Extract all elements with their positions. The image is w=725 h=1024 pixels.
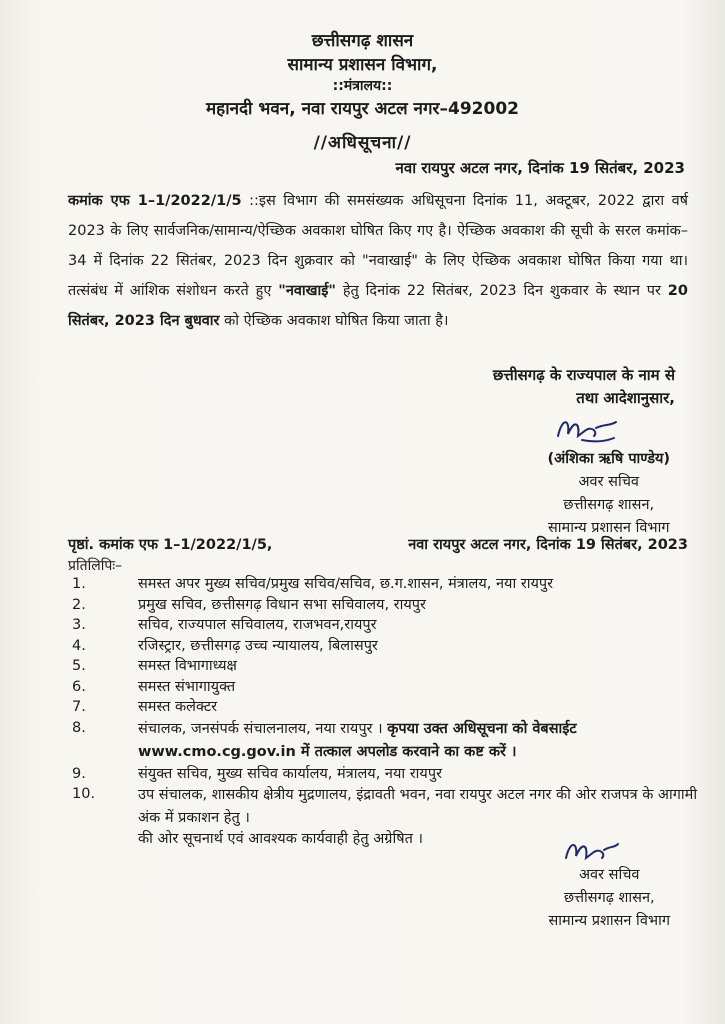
endorsement-line	[68, 534, 688, 554]
dateline: नवा रायपुर अटल नगर, दिनांक 19 सितंबर, 2023	[395, 159, 685, 177]
list-number: 6.	[72, 678, 86, 695]
signatory-designation: अवर सचिव	[578, 474, 639, 490]
notification-body	[68, 186, 688, 336]
list-text: प्रमुख सचिव, छत्तीसगढ़ विधान सभा सचिवालय, रायपुर	[138, 596, 426, 613]
list-text: समस्त संभागायुक्त	[138, 678, 236, 695]
reference-number: कमांक एफ 1–1/2022/1/5	[68, 193, 242, 209]
copy-list	[68, 574, 698, 830]
header-department: सामान्य प्रशासन विभाग,	[287, 55, 438, 75]
list-text	[138, 718, 698, 764]
list-text: समस्त विभागाध्यक्ष	[138, 658, 237, 674]
festival-name: "नवाखाई"	[278, 283, 336, 299]
list-item	[68, 615, 698, 636]
list-number: 4.	[72, 637, 86, 654]
list-text: संयुक्त सचिव, मुख्य सचिव कार्यालय, मंत्रालय, नया रायपुर	[138, 765, 443, 782]
list-text: रजिस्ट्रार, छत्तीसगढ़ उच्च न्यायालय, बिलासपुर	[138, 637, 378, 654]
authority-block	[493, 364, 675, 410]
list-text: समस्त कलेक्टर	[138, 699, 218, 715]
list-item	[68, 784, 698, 830]
list-item	[68, 574, 698, 595]
signatory-govt: छत्तीसगढ़ शासन,	[563, 497, 655, 513]
website-upload-request: कृपया उक्त अधिसूचना को वेबसाईट www.cmo.cg.gov.in में तत्काल अपलोड करवाने का कष्ट करें ।	[138, 720, 577, 760]
endorsement-ref: पृष्ठां. कमांक एफ 1–1/2022/1/5,	[68, 537, 273, 553]
endorsement-date: नवा रायपुर अटल नगर, दिनांक 19 सितंबर, 2023	[408, 537, 688, 553]
list-item	[68, 677, 698, 698]
signatory2-designation: अवर सचिव	[578, 867, 640, 883]
signature-scribble-1	[552, 412, 622, 446]
copy-label: प्रतिलिपिः–	[68, 558, 123, 574]
body-text-1: ::इस विभाग की समसंख्यक अधिसूचना दिनांक 11, अक्टूबर, 2022 द्वारा वर्ष 2023 के लिए सार्वजनिक/सामान्य/ऐच्छिक अवकाश घोषित किए गए है। ऐच्छिक अवकाश की सूची के सरल कमांक–34 में दिनांक 22 सितंबर, 2023 दिन शुक्रवार को "नवाखाई" के लिए ऐच्छिक अवकाश घोषित किया गया था। तत्संबंध में आंशिक संशोधन करते हुए	[68, 193, 689, 299]
list-number: 3.	[72, 617, 86, 633]
signatory2-dept: सामान्य प्रशासन विभाग	[548, 913, 670, 929]
new-holiday-date: 20 सितंबर, 2023 दिन बुधवार	[68, 283, 688, 329]
list-text: समस्त अपर मुख्य सचिव/प्रमुख सचिव/सचिव, छ.ग.शासन, मंत्रालय, नया रायपुर	[138, 576, 554, 592]
list-item	[68, 636, 698, 657]
list-number: 1.	[72, 576, 86, 592]
list-item	[68, 764, 698, 785]
header-address: महानदी भवन, नवा रायपुर अटल नगर–492002	[206, 99, 519, 119]
body-text-2: हेतु दिनांक 22 सितंबर, 2023 दिन शुकवार के स्थान पर	[335, 283, 668, 299]
list-text: सचिव, राज्यपाल सचिवालय, राजभवन,रायपुर	[138, 617, 377, 633]
list-number: 2.	[72, 596, 86, 613]
header-ministry: ::मंत्रालय::	[332, 78, 393, 94]
signatory2-govt: छत्तीसगढ़ शासन,	[563, 890, 655, 906]
list-number: 7.	[72, 699, 86, 715]
authority-line-2: तथा आदेशानुसार,	[576, 389, 675, 407]
list-item	[68, 656, 698, 677]
authority-line-1: छत्तीसगढ़ के राज्यपाल के नाम से	[492, 366, 675, 384]
signatory-dept: सामान्य प्रशासन विभाग	[547, 520, 670, 536]
signatory-block	[548, 448, 671, 540]
list-item	[68, 718, 698, 764]
document-title: //अधिसूचना//	[313, 133, 412, 153]
list-text-plain: संचालक, जनसंपर्क संचालनालय, नया रायपुर ।	[138, 720, 388, 737]
list-item	[68, 697, 698, 718]
forwarding-note: की ओर सूचनार्थ एवं आवश्यक कार्यवाही हेतु अग्रेषित ।	[138, 831, 423, 847]
signatory-name: (अंशिका ऋषि पाण्डेय)	[547, 451, 670, 467]
list-number: 9.	[72, 765, 86, 782]
list-number: 10.	[72, 786, 96, 802]
header-government: छत्तीसगढ़ शासन	[311, 31, 414, 51]
list-number: 8.	[72, 719, 86, 736]
signatory-block-2	[548, 864, 670, 933]
list-text: उप संचालक, शासकीय क्षेत्रीय मुद्रणालय, इंद्रावती भवन, नवा रायपुर अटल नगर की ओर राजपत्र के आगामी अंक में प्रकाशन हेतु ।	[138, 787, 698, 826]
list-number: 5.	[72, 658, 86, 674]
body-text-3: को ऐच्छिक अवकाश घोषित किया जाता है।	[219, 313, 449, 329]
list-item	[68, 595, 698, 616]
